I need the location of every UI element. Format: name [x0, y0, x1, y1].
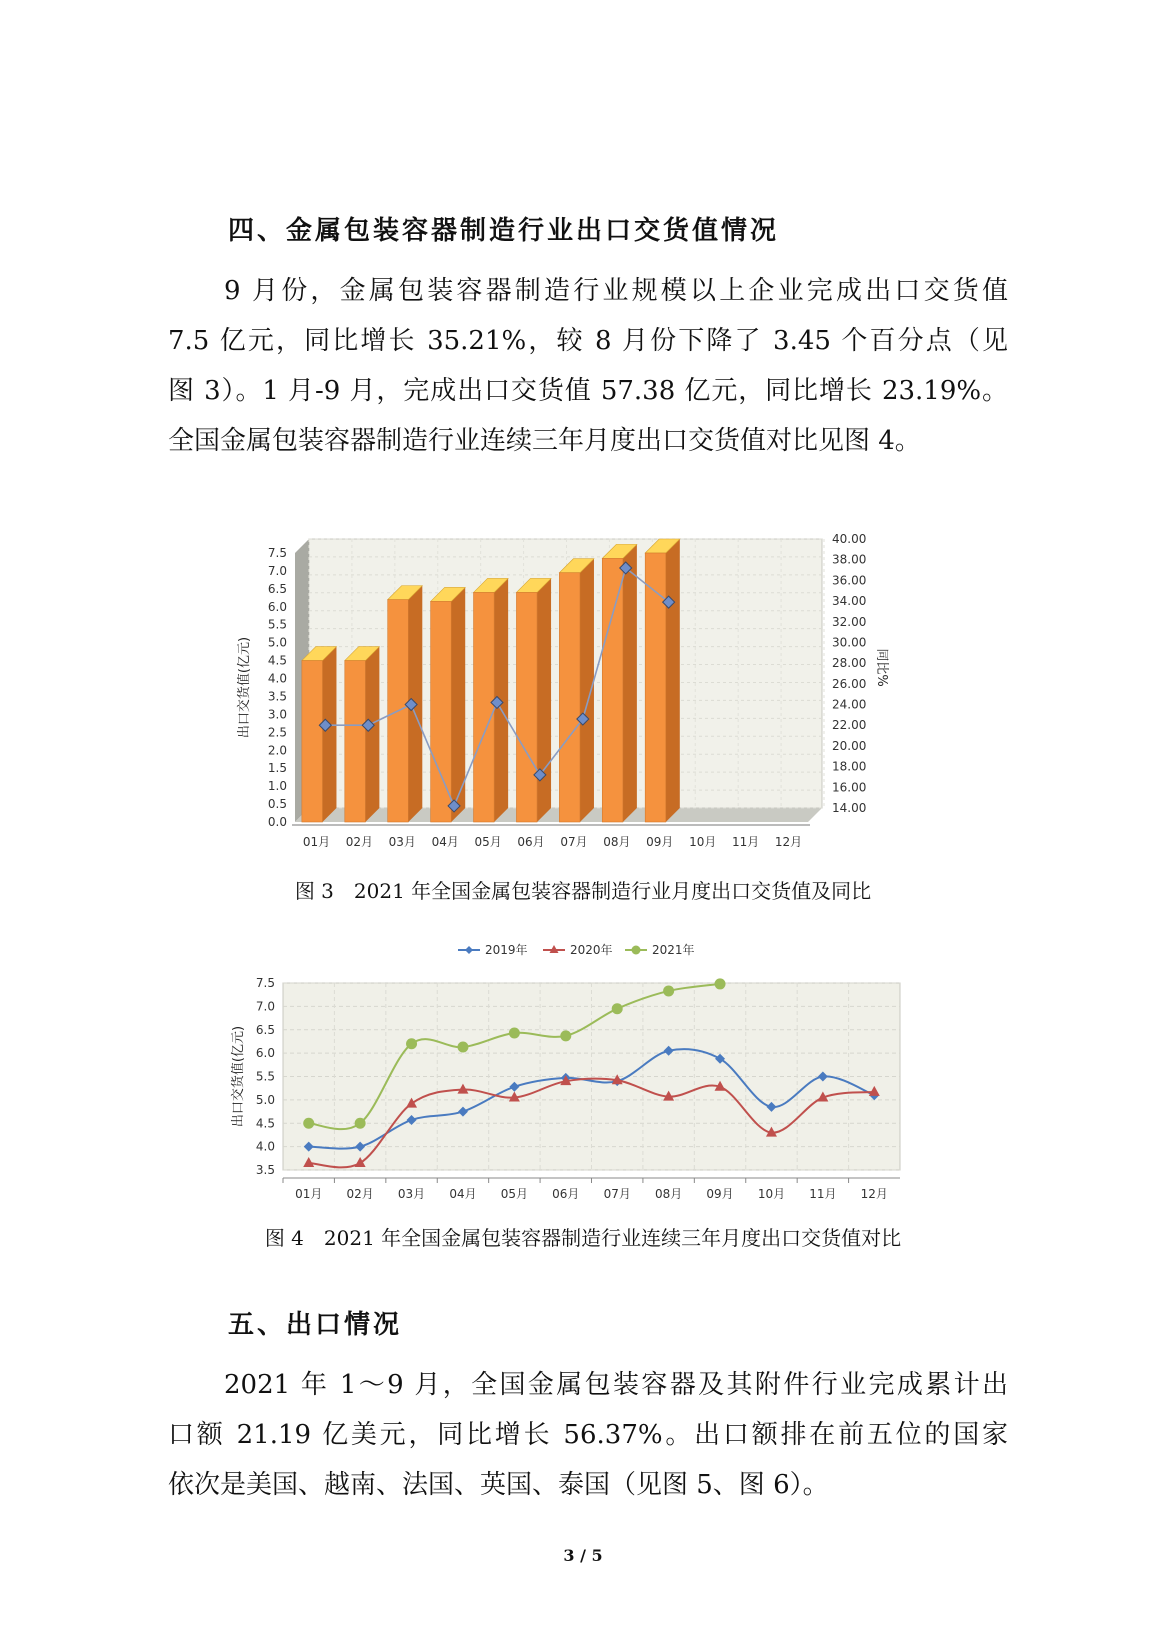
- y2-axis-label: 同比%: [874, 648, 889, 687]
- y-tick-label: 1.0: [267, 779, 287, 794]
- marker-2021: [612, 1003, 623, 1014]
- legend-label: 2019年: [485, 943, 528, 957]
- x-tick-label: 11月: [809, 1187, 837, 1201]
- x-tick-label: 05月: [500, 1187, 529, 1201]
- x-tick-label: 02月: [346, 1187, 374, 1201]
- y-tick-label: 1.5: [267, 761, 287, 776]
- x-tick-label: 08月: [654, 1187, 683, 1201]
- x-tick-label: 09月: [646, 835, 674, 849]
- section4-line-2: 7.5 亿元，同比增长 35.21%，较 8 月份下降了 3.45 个百分点（见: [168, 326, 1008, 356]
- y-tick-label: 2.0: [267, 743, 287, 758]
- y2-tick-label: 20.00: [832, 738, 867, 753]
- figure4-caption: 图 4 2021 年全国金属包装容器制造行业连续三年月度出口交货值对比: [264, 1226, 902, 1250]
- y-tick-label: 7.5: [255, 976, 275, 990]
- section5-paragraph: [168, 1360, 1008, 1510]
- section5-line-3: 依次是美国、越南、法国、英国、泰国（见图 5、图 6）。: [168, 1470, 829, 1500]
- y-tick-label: 0.0: [267, 815, 287, 829]
- marker-2021: [560, 1030, 571, 1041]
- x-tick-label: 04月: [449, 1187, 477, 1201]
- y2-tick-label: 30.00: [832, 635, 867, 650]
- y-tick-label: 2.5: [267, 725, 287, 740]
- x-tick-label: 07月: [603, 1187, 631, 1201]
- x-tick-label: 11月: [731, 835, 760, 849]
- marker-2021: [457, 1042, 468, 1053]
- y-tick-label: 4.5: [255, 1116, 275, 1131]
- section5-heading: 五、出口情况: [228, 1310, 403, 1340]
- y2-tick-label: 24.00: [832, 697, 867, 712]
- legend-label: 2021年: [652, 943, 695, 957]
- y2-tick-label: 40.00: [832, 532, 867, 546]
- y-tick-label: 3.5: [255, 1163, 275, 1177]
- section4-heading: 四、金属包装容器制造行业出口交货值情况: [228, 216, 780, 246]
- x-tick-label: 04月: [431, 835, 459, 849]
- x-tick-label: 05月: [474, 835, 502, 849]
- y-tick-label: 0.5: [267, 797, 287, 812]
- section4-line-1: 9 月份，金属包装容器制造行业规模以上企业完成出口交货值: [224, 276, 1008, 306]
- section4-line-3: 图 3）。1 月-9 月，完成出口交货值 57.38 亿元，同比增长 23.19%。: [168, 376, 1008, 406]
- y-tick-label: 6.0: [255, 1046, 275, 1061]
- page-number: 3 / 5: [563, 1546, 603, 1565]
- y2-tick-label: 26.00: [832, 676, 867, 691]
- y-axis-label: 出口交货值(亿元): [231, 1025, 246, 1128]
- figure3-caption: 图 3 2021 年全国金属包装容器制造行业月度出口交货值及同比: [294, 879, 872, 903]
- y2-tick-label: 22.00: [832, 718, 867, 733]
- legend-label: 2020年: [570, 943, 613, 957]
- x-tick-label: 12月: [860, 1187, 888, 1201]
- y-tick-label: 6.5: [255, 1022, 275, 1037]
- y-tick-label: 5.0: [267, 635, 287, 650]
- y-tick-label: 4.0: [255, 1139, 275, 1154]
- y-tick-label: 3.0: [267, 707, 287, 722]
- x-tick-label: 02月: [345, 835, 374, 849]
- x-tick-label: 06月: [552, 1187, 580, 1201]
- y-tick-label: 5.0: [255, 1092, 275, 1107]
- y-tick-label: 3.5: [267, 689, 287, 704]
- x-tick-label: 10月: [689, 835, 717, 849]
- y2-tick-label: 28.00: [832, 656, 867, 671]
- marker-2021: [303, 1118, 314, 1129]
- marker-2021: [406, 1038, 417, 1049]
- legend-marker: [465, 946, 473, 954]
- y2-tick-label: 36.00: [832, 573, 867, 588]
- y-tick-label: 5.5: [255, 1069, 275, 1084]
- y-tick-label: 5.5: [267, 617, 287, 632]
- y-tick-label: 6.5: [267, 581, 287, 596]
- marker-2021: [663, 985, 674, 996]
- x-tick-label: 07月: [560, 835, 588, 849]
- y-tick-label: 4.0: [267, 671, 287, 686]
- section5-line-1: 2021 年 1～9 月，全国金属包装容器及其附件行业完成累计出: [224, 1370, 1008, 1400]
- y-tick-label: 7.5: [267, 546, 287, 560]
- x-tick-label: 03月: [397, 1187, 426, 1201]
- y2-tick-label: 16.00: [832, 780, 867, 795]
- legend-marker: [632, 946, 641, 955]
- y-tick-label: 4.5: [267, 653, 287, 668]
- y-tick-label: 6.0: [267, 599, 287, 614]
- x-tick-label: 10月: [757, 1187, 786, 1201]
- y2-tick-label: 14.00: [832, 801, 867, 815]
- y2-tick-label: 32.00: [832, 614, 867, 629]
- section5-line-2: 口额 21.19 亿美元，同比增长 56.37%。出口额排在前五位的国家: [168, 1420, 1008, 1450]
- x-tick-label: 03月: [388, 835, 416, 849]
- section4-line-4: 全国金属包装容器制造行业连续三年月度出口交货值对比见图 4。: [168, 426, 921, 456]
- y2-tick-label: 38.00: [832, 552, 867, 567]
- y2-tick-label: 34.00: [832, 594, 867, 609]
- y-tick-label: 7.0: [267, 563, 287, 578]
- x-tick-label: 12月: [774, 835, 803, 849]
- marker-2021: [509, 1028, 520, 1039]
- x-tick-label: 08月: [603, 835, 631, 849]
- y-axis-label: 出口交货值(亿元): [237, 636, 252, 739]
- marker-2021: [355, 1118, 366, 1129]
- x-tick-label: 06月: [517, 835, 545, 849]
- x-tick-label: 01月: [302, 835, 331, 849]
- x-tick-label: 09月: [706, 1187, 734, 1201]
- y2-tick-label: 18.00: [832, 759, 867, 774]
- y-tick-label: 7.0: [255, 999, 275, 1014]
- marker-2021: [715, 978, 726, 989]
- x-tick-label: 01月: [295, 1187, 323, 1201]
